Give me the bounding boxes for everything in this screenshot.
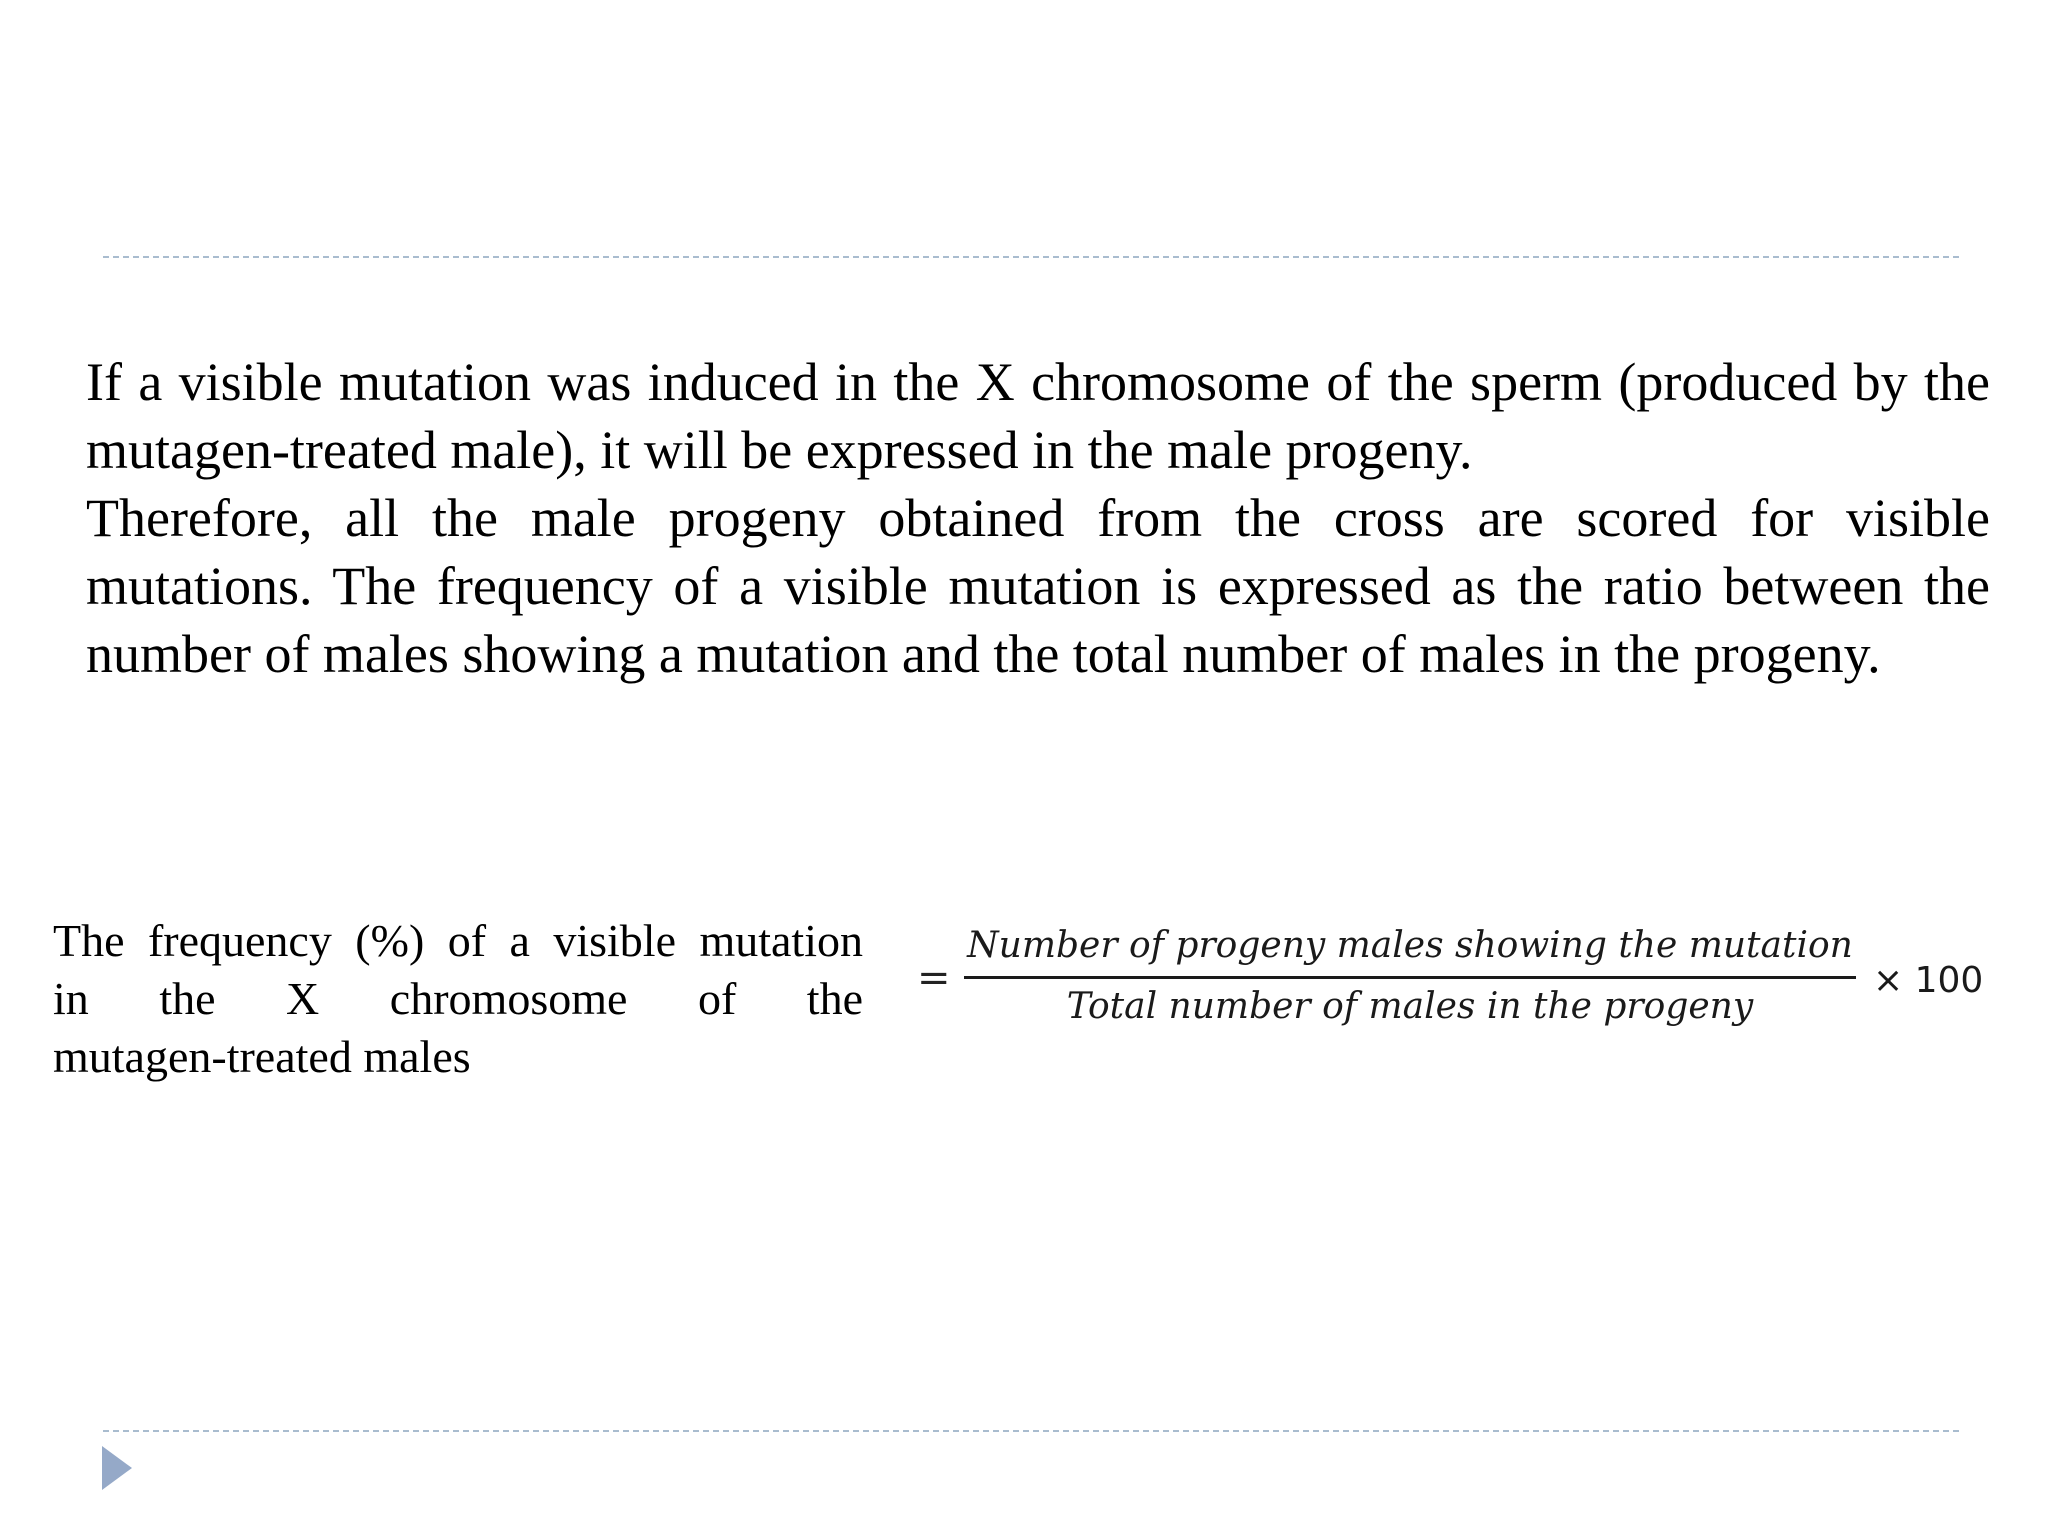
fraction-numerator: Number of progeny males showing the mutation [967, 925, 1853, 966]
paragraph-2: Therefore, all the male progeny obtained from the cross are scored for visible mutations. The frequency of a visible mutation is expressed as the ratio between the number of males showing a mutation and the total number of males in the progeny. [86, 488, 1990, 684]
formula-label-line-1: The frequency (%) of a visible mutation [53, 915, 863, 966]
equals-sign: = [917, 955, 951, 1001]
multiplier: × 100 [1873, 960, 1984, 1001]
top-divider [103, 256, 1959, 258]
play-arrow-icon[interactable] [102, 1446, 132, 1490]
fraction-denominator: Total number of males in the progeny [1066, 986, 1754, 1027]
formula-label-line-3: mutagen-treated males [53, 1031, 471, 1082]
bottom-divider [103, 1430, 1959, 1432]
main-paragraph [86, 348, 1990, 688]
fraction-bar [964, 976, 1856, 979]
fraction [964, 922, 1856, 1031]
formula-label [53, 912, 863, 1086]
formula-label-line-2: in the X chromosome of the [53, 973, 863, 1024]
paragraph-1: If a visible mutation was induced in the X chromosome of the sperm (produced by the mutagen-treated male), it will be expressed in the male progeny. [86, 352, 1990, 480]
